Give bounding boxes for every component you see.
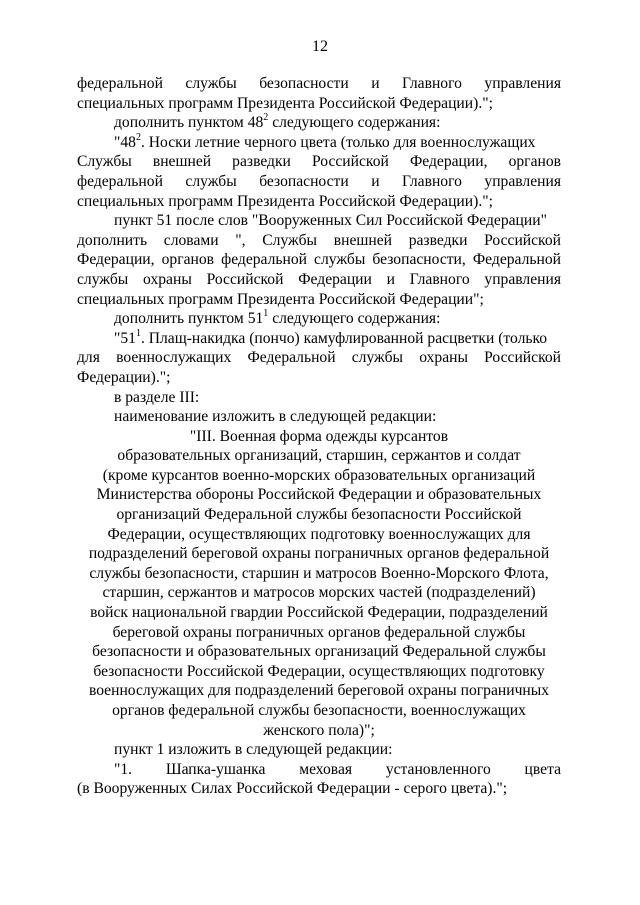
centered-heading-line: (кроме курсантов военно-морских образовательных организаций [102, 466, 536, 484]
text-line: в разделе III: [114, 388, 200, 406]
centered-heading-line: службы безопасности, старшин и матросов Военно-Морского Флота, [89, 564, 549, 582]
text-line: федеральной службы безопасности и Главного управления [77, 75, 561, 92]
text-line: "$48^2$. Носки летние черного цвета (только для военнослужащих [114, 131, 536, 151]
text-line: (в Вооруженных Силах Российской Федерации - серого цвета)."; [77, 780, 508, 798]
centered-heading-line: Федерации, осуществляющих подготовку военнослужащих для [107, 525, 531, 543]
text-line: дополнить словами ", Службы внешней разведки Российской [77, 231, 561, 249]
text-line: службы охраны Российской Федерации и Главного управления [77, 270, 561, 288]
centered-heading-line: береговой охраны пограничных органов федеральной службы [112, 623, 526, 641]
text-line: Службы внешней разведки Российской Федерации, органов [77, 153, 561, 171]
centered-heading-line: безопасности Российской Федерации, осуществляющих подготовку [93, 662, 545, 680]
centered-heading-line: старшин, сержантов и матросов морских частей (подразделений) [102, 584, 536, 602]
text-line: для военнослужащих Федеральной службы охраны Российской [77, 349, 561, 367]
text-line: "1. Шапка-ушанка меховая установленного цвета [114, 760, 561, 778]
text-line: пункт 51 после слов "Вооруженных Сил Российской Федерации" [114, 212, 547, 230]
centered-heading-line: войск национальной гвардии Российской Федерации, подразделений [90, 604, 548, 622]
centered-heading-line: "III. Военная форма одежды курсантов [189, 427, 449, 445]
text-line: федеральной службы безопасности и Главного управления [77, 172, 561, 190]
centered-heading-line: безопасности и образовательных организаций Федеральной службы [92, 643, 546, 661]
page-number: 12 [312, 38, 328, 55]
text-line: Федерации)."; [77, 368, 171, 386]
centered-heading-line: органов федеральной службы безопасности, военнослужащих [112, 702, 526, 719]
text-line: "$51^1$. Плащ-накидка (пончо) камуфлированной расцветки (только [114, 327, 548, 347]
text-line: Федерации, органов федеральной службы безопасности, Федеральной [77, 251, 561, 269]
centered-heading-line: подразделений береговой охраны пограничных органов федеральной [88, 545, 550, 563]
text-line: специальных программ Президента Российской Федерации)."; [77, 192, 493, 210]
centered-heading-line: Министерства обороны Российской Федерации и образовательных [96, 486, 542, 504]
text-line: пункт 1 изложить в следующей редакции: [114, 741, 393, 759]
text-line: специальных программ Президента Российской Федерации"; [77, 290, 484, 308]
text-line: наименование изложить в следующей редакции: [114, 408, 437, 426]
centered-heading-line: военнослужащих для подразделений береговой охраны пограничных [88, 682, 550, 700]
centered-heading-line: женского пола)"; [263, 721, 375, 739]
centered-heading-line: организаций Федеральной службы безопасности Российской [116, 506, 522, 524]
text-line: дополнить пунктом $51^1$ следующего содержания: [114, 307, 441, 328]
centered-heading-line: образовательных организаций, старшин, сержантов и солдат [117, 447, 521, 465]
text-line: специальных программ Президента Российской Федерации)."; [77, 94, 493, 112]
document-body [77, 74, 561, 799]
text-line: дополнить пунктом $48^2$ следующего содержания: [114, 112, 441, 132]
